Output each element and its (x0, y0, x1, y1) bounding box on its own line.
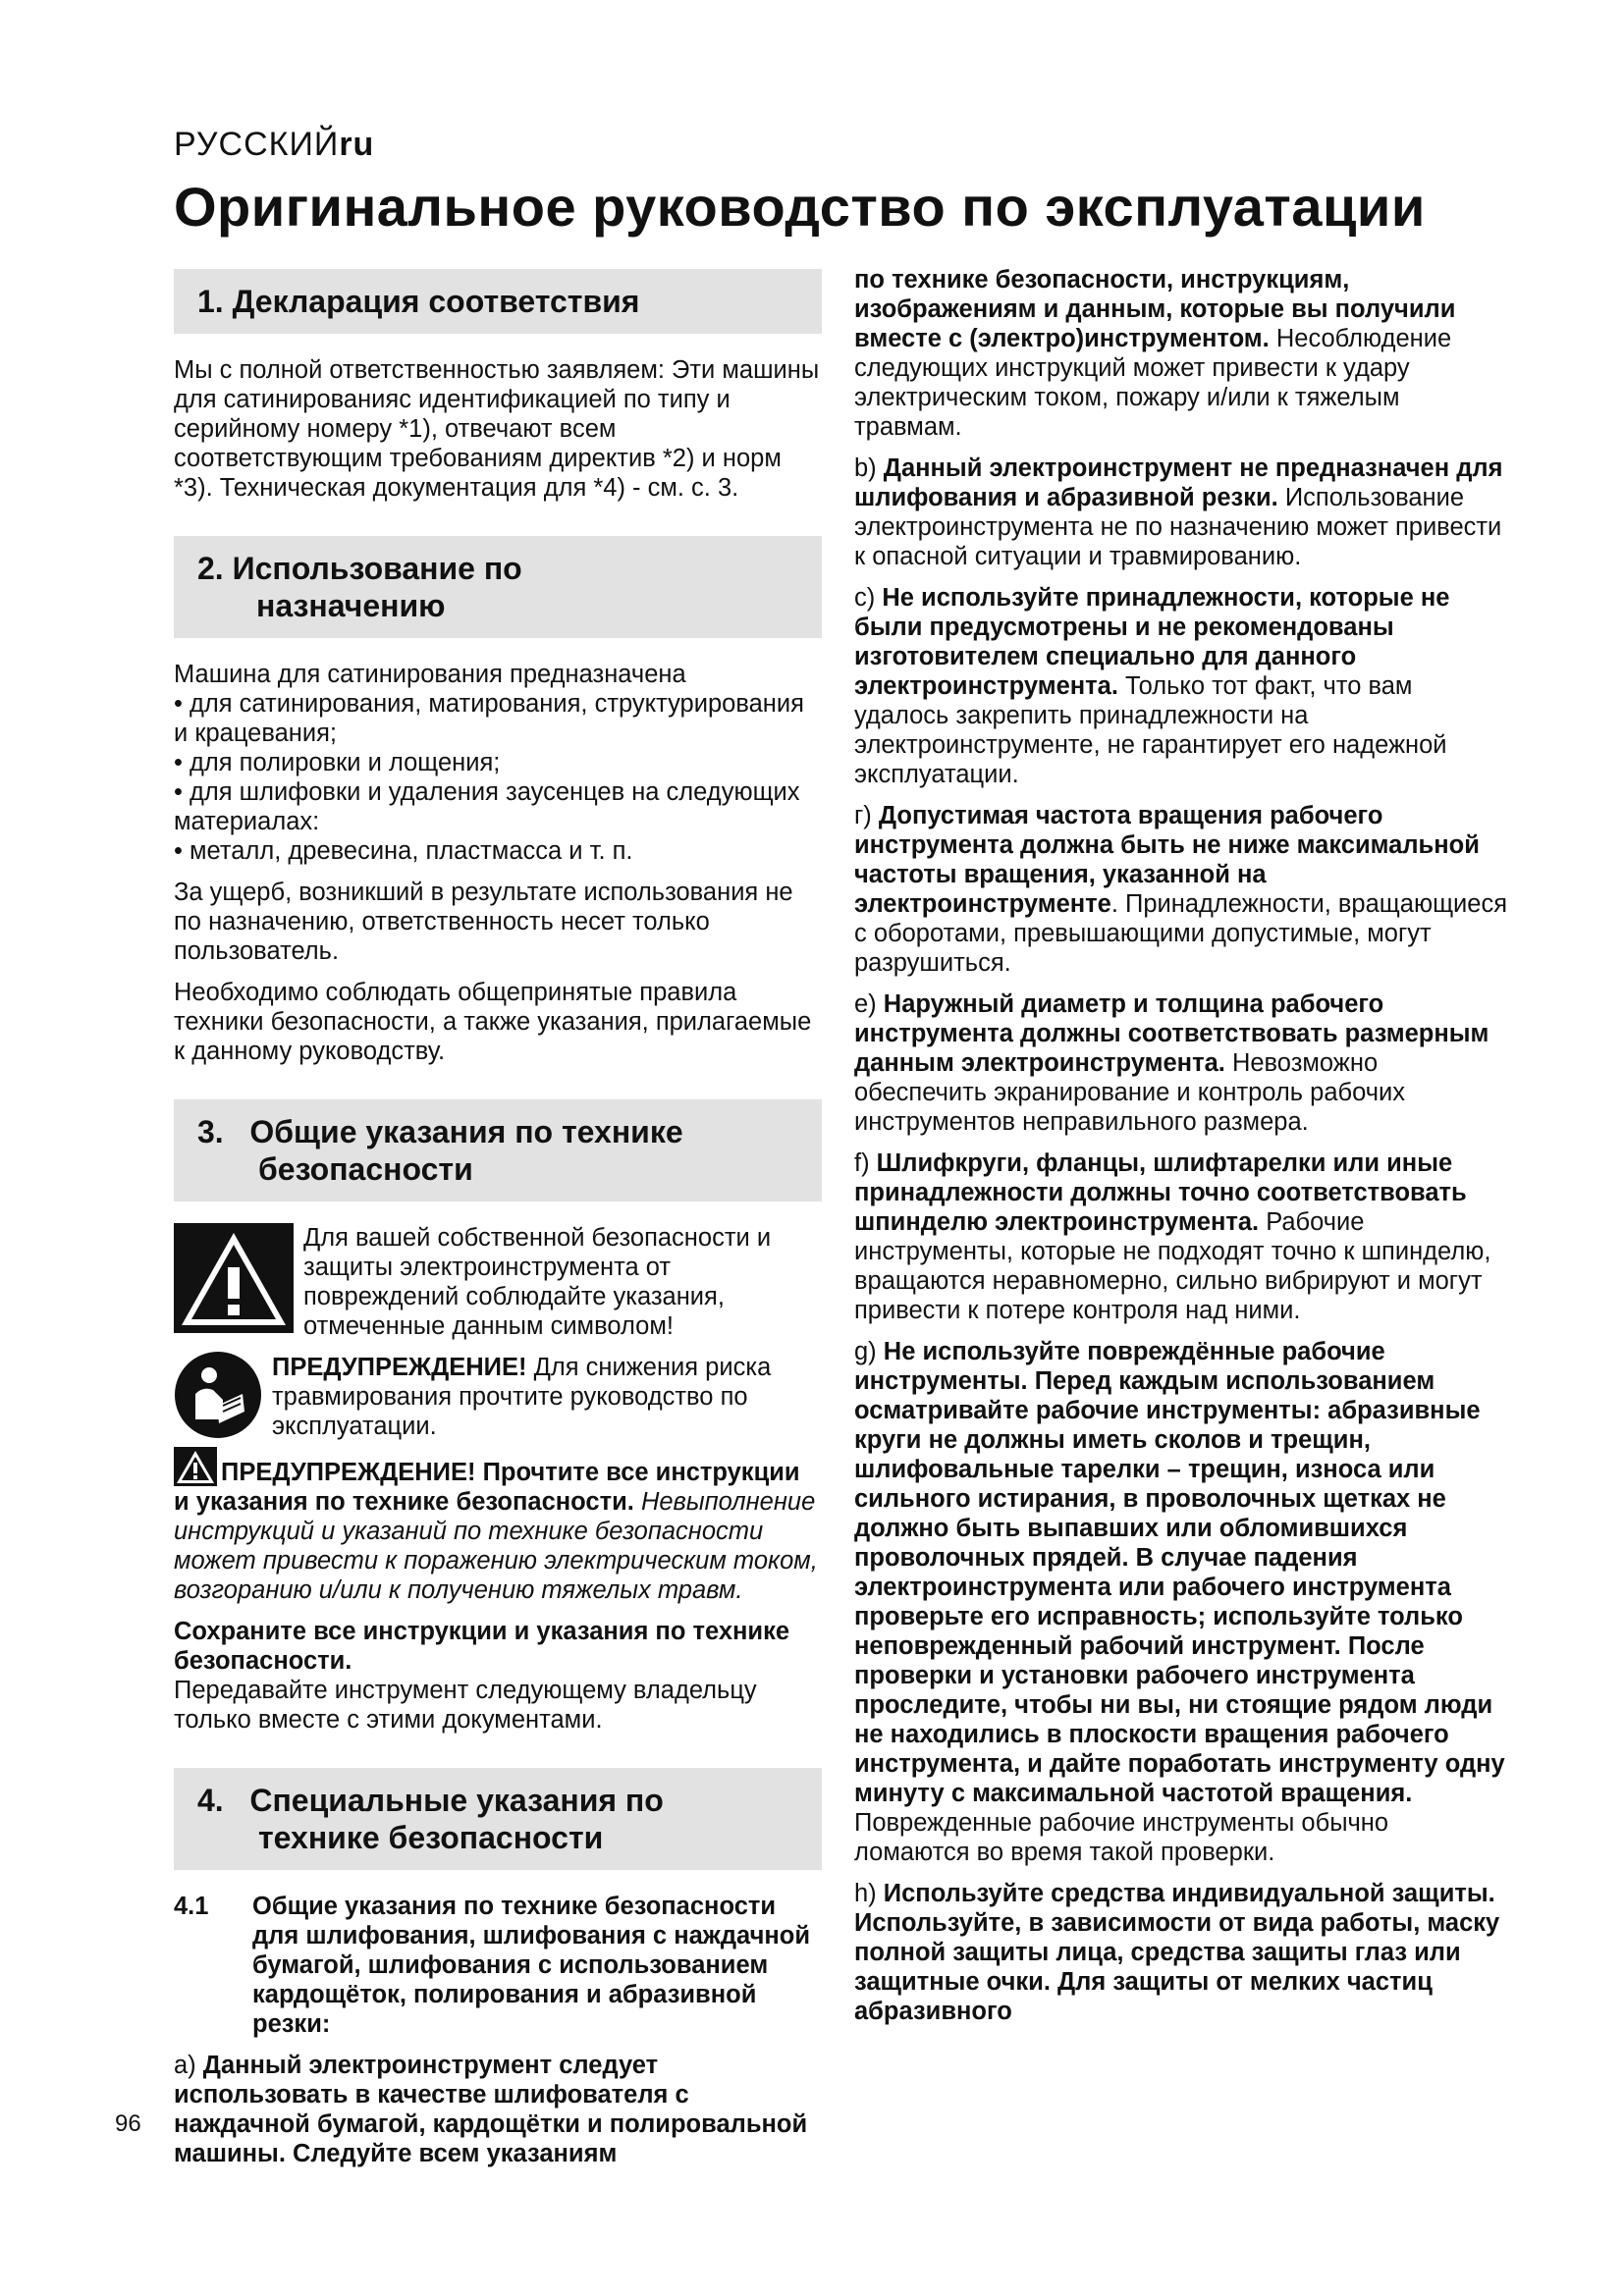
subsection-4-1-heading: 4.1 Общие указания по технике безопасности для шлифования, шлифования с наждачной бумагой, шлифования с использованием кардощёток, полирования и абразивной резки: (174, 1893, 811, 2038)
right-column (854, 265, 1510, 2038)
language-label: РУССКИЙru (174, 126, 375, 163)
item-h: h) Используйте средства индивидуальной защиты. Используйте, в зависимости от вида работы, маску полной защиты лица, средства защиты глаз или защитные очки. Для защиты от мелких частиц абразивного (854, 1880, 1500, 2025)
section-2-heading: 2. Использование по назначению (174, 536, 822, 638)
list-item: • металл, древесина, пластмасса и т. п. (174, 837, 633, 865)
warning-note-text: Для вашей собственной безопасности и защиты электроинструмента от повреждений соблюдайте указания, отмеченные данным символом! (303, 1224, 772, 1340)
item-a: а) Данный электроинструмент следует использовать в качестве шлифователя с наждачной бумагой, кардощётки и полировальной машины. Следуйте всем указаниям (174, 2052, 808, 2167)
list-item: • для сатинирования, матирования, структурирования и крацевания; (174, 690, 804, 747)
item-b: b) Данный электроинструмент не предназначен для шлифования и абразивной резки. Использование электроинструмента не по назначению может привести к опасной ситуации и травмированию. (854, 454, 1503, 570)
section-4-heading: 4. Специальные указания по технике безопасности (174, 1768, 822, 1870)
section-1-heading: 1. Декларация соответствия (174, 269, 822, 334)
section-2-liability: За ущерб, возникший в результате использования не по назначению, ответственность несет только пользователь. (174, 879, 793, 965)
list-item: • для шлифовки и удаления заусенцев на следующих материалах: (174, 778, 800, 835)
read-manual-text: Для снижения риска травмирования прочтите руководство по эксплуатации. (272, 1354, 772, 1440)
page-number: 96 (115, 2110, 141, 2137)
read-manual-icon (174, 1351, 262, 1439)
section-3-heading: 3. Общие указания по технике безопасности (174, 1099, 822, 1201)
section-2-rules: Необходимо соблюдать общепринятые правила техники безопасности, а также указания, прилагаемые к данному руководству. (174, 979, 812, 1065)
general-warning: ПРЕДУПРЕЖДЕНИЕ! Прочтите все инструкции и указания по технике безопасности. Невыполнение инструкций и указаний по технике безопасности может привести к поражению электрическим током, возгоранию и/или к получению тяжелых травм. (174, 1447, 822, 1605)
item-g: g) Не используйте повреждённые рабочие инструменты. Перед каждым использованием осматривайте рабочие инструменты: абразивные круги не должны иметь сколов и трещин, шлифовальные тарелки – трещин, износа или сильного истирания, в проволочных щетках не должно быть выпавших или обломившихся проволочных прядей. В случае падения электроинструмента или рабочего инструмента проверьте его исправность; используйте только неповрежденный рабочий инструмент. После проверки и установки рабочего инструмента проследите, чтобы ни вы, ни стоящие рядом люди не находились в плоскости вращения рабочего инструмента, и дайте поработать инструменту одну минуту с максимальной частотой вращения. Поврежденные рабочие инструменты обычно ломаются во время такой проверки. (854, 1338, 1505, 1866)
item-e: e) Наружный диаметр и толщина рабочего инструмента должны соответствовать размерным данным электроинструмента. Невозможно обеспечить экранирование и контроль рабочих инструментов неправильного размера. (854, 990, 1489, 1136)
item-f: f) Шлифкруги, фланцы, шлифтарелки или иные принадлежности должны точно соответствовать шпинделю электроинструмента. Рабочие инструменты, которые не подходят точно к шпинделю, вращаются неравномерно, сильно вибрируют и могут привести к потере контроля над ними. (854, 1149, 1491, 1324)
list-item: • для полировки и лощения; (174, 749, 501, 776)
section-1-text: Мы с полной ответственностью заявляем: Эти машины для сатинированияс идентификацией по типу и серийному номеру *1), отвечают всем соответствующим требованиям директив *2) и норм *3). Техническая документация для *4) - см. с. 3. (174, 356, 820, 502)
read-manual-note (174, 1351, 822, 1441)
continuation: по технике безопасности, инструкциям, изображениям и данным, которые вы получили вместе с (электро)инструментом. Несоблюдение следующих инструкций может привести к удару электрическим током, пожару и/или к тяжелым травмам. (854, 266, 1456, 441)
warning-note (174, 1223, 822, 1341)
section-2-intro: Машина для сатинирования предназначена (174, 661, 686, 688)
item-c: c) Не используйте принадлежности, которые не были предусмотрены и не рекомендованы изготовителем специально для данного электроинструмента. Только тот факт, что вам удалось закрепить принадлежности на электроинструменте, не гарантирует его надежной эксплуатации. (854, 584, 1450, 788)
keep-instructions: Сохраните все инструкции и указания по технике безопасности. Передавайте инструмент следующему владельцу только вместе с этими документами. (174, 1618, 790, 1734)
read-manual-title: ПРЕДУПРЕЖДЕНИЕ! (272, 1354, 527, 1381)
left-column (174, 269, 822, 2180)
warning-triangle-icon (174, 1223, 294, 1333)
item-d: г) Допустимая частота вращения рабочего инструмента должна быть не ниже максимальной частоты вращения, указанной на электроинструменте. Принадлежности, вращающиеся с оборотами, превышающими допустимые, могут разрушиться. (854, 802, 1508, 977)
warning-triangle-icon (174, 1447, 217, 1486)
page-title: Оригинальное руководство по эксплуатации (174, 176, 1426, 238)
